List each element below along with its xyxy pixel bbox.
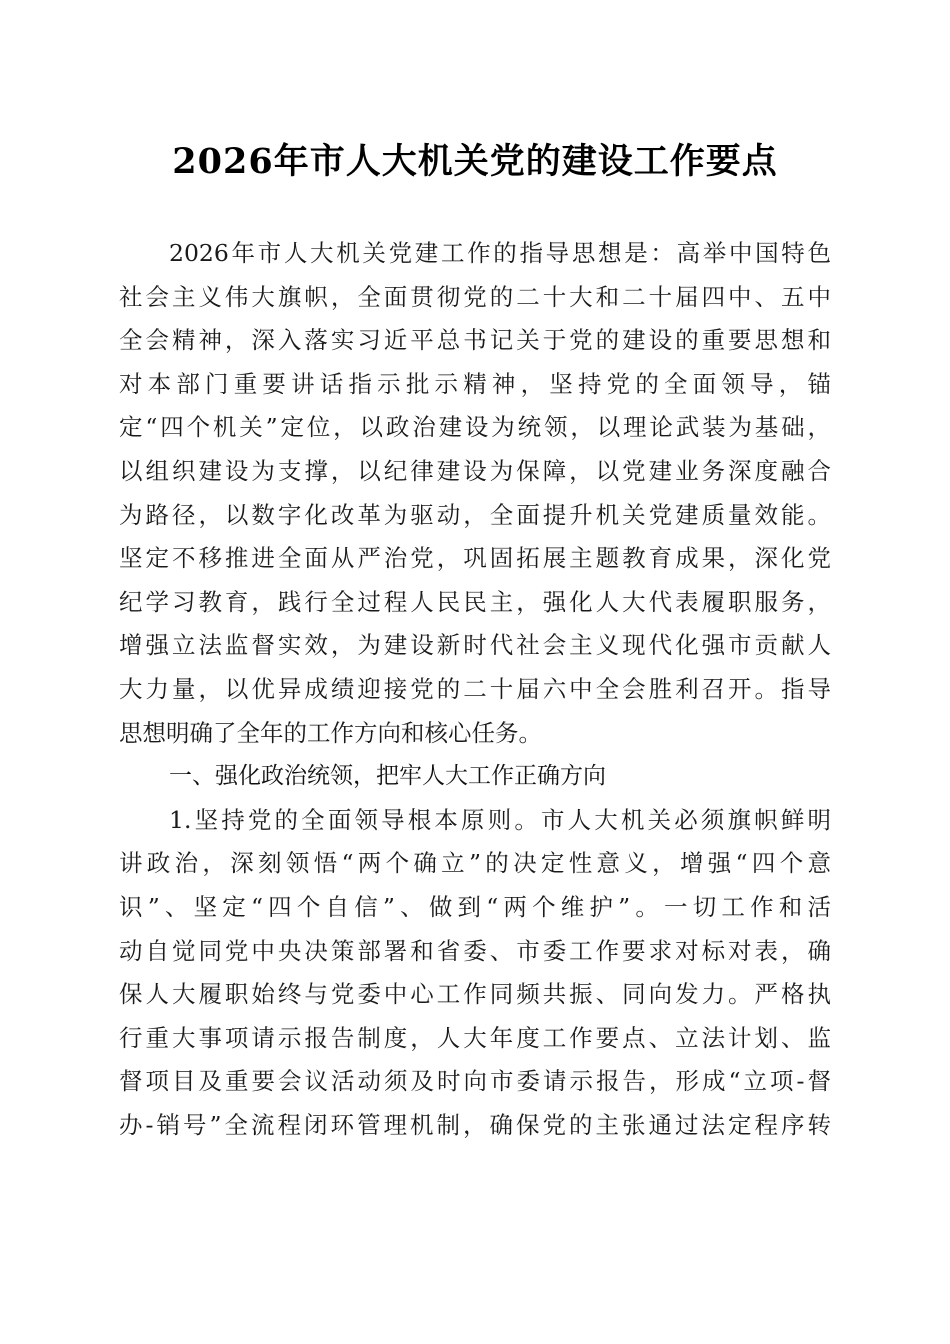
- text-line: 办-销号”全流程闭环管理机制，确保党的主张通过法定程序转: [119, 1110, 831, 1139]
- text-line: 定“四个机关”定位，以政治建设为统领，以理论武装为基础，: [119, 413, 831, 442]
- text-line: 识”、坚定“四个自信”、做到“两个维护”。一切工作和活: [119, 892, 831, 921]
- text-line: 讲政治，深刻领悟“两个确立”的决定性意义，增强“四个意: [119, 849, 831, 878]
- text-line: 思想明确了全年的工作方向和核心任务。: [119, 718, 542, 747]
- section-heading: 一、强化政治统领，把牢人大工作正确方向: [169, 763, 606, 790]
- text-line: 保人大履职始终与党委中心工作同频共振、同向发力。严格执: [119, 980, 831, 1009]
- text-line: 2026年市人大机关党建工作的指导思想是：高举中国特色: [169, 239, 831, 267]
- document-title: 2026年市人大机关党的建设工作要点: [172, 141, 778, 182]
- text-line: 以组织建设为支撑，以纪律建设为保障，以党建业务深度融合: [119, 456, 831, 485]
- paragraph-party-leadership: [119, 799, 831, 1148]
- text-line: 纪学习教育，践行全过程人民民主，强化人大代表履职服务，: [119, 587, 831, 616]
- document-body: [119, 232, 831, 1147]
- text-line: 增强立法监督实效，为建设新时代社会主义现代化强市贡献人: [119, 631, 831, 660]
- text-line: 对本部门重要讲话指示批示精神，坚持党的全面领导，锚: [119, 369, 831, 398]
- text-line: 社会主义伟大旗帜，全面贯彻党的二十大和二十届四中、五中: [119, 282, 831, 311]
- text-line: 全会精神，深入落实习近平总书记关于党的建设的重要思想和: [119, 326, 831, 355]
- text-line: 坚定不移推进全面从严治党，巩固拓展主题教育成果，深化党: [119, 544, 831, 573]
- text-line: 为路径，以数字化改革为驱动，全面提升机关党建质量效能。: [119, 500, 831, 529]
- text-line: 督项目及重要会议活动须及时向市委请示报告，形成“立项-督: [119, 1067, 831, 1096]
- text-line: 大力量，以优异成绩迎接党的二十届六中全会胜利召开。指导: [119, 674, 831, 703]
- text-line: 动自觉同党中央决策部署和省委、市委工作要求对标对表，确: [119, 936, 831, 965]
- text-line: 行重大事项请示报告制度，人大年度工作要点、立法计划、监: [119, 1023, 831, 1052]
- paragraph-guiding-thought: [119, 232, 831, 755]
- text-line: 1.坚持党的全面领导根本原则。市人大机关必须旗帜鲜明: [169, 805, 831, 834]
